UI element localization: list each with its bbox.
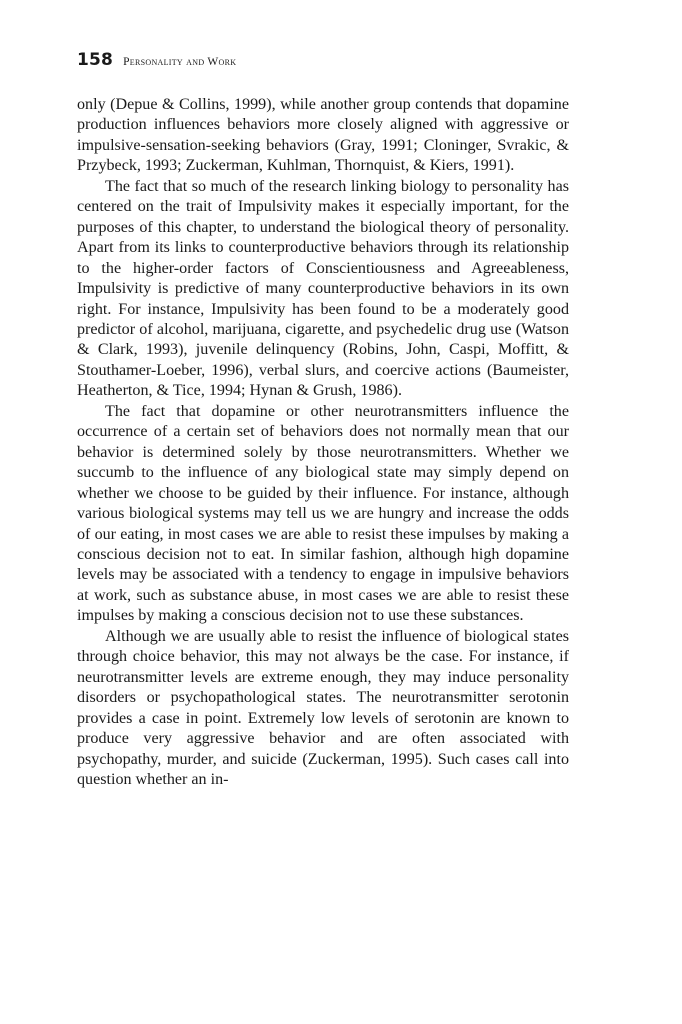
body-text — [77, 95, 569, 790]
running-title: Personality and Work — [123, 56, 237, 68]
paragraph-impulsivity: The fact that so much of the research linking biology to personality has centered on the trait of Impulsivity makes it especially important, for the purposes of this chapter, to understand the biological theory of personality. Apart from its links to counterproductive behaviors through its relationship to the higher-order factors of Conscientiousness and Agreeableness, Impulsivity is predictive of many counterproductive behaviors in its own right. For instance, Impulsivity has been found to be a moderately good predictor of alcohol, marijuana, cigarette, and psychedelic drug use (Watson & Clark, 1993), juvenile delinquency (Robins, John, Caspi, Moffitt, & Stouthamer-Loeber, 1996), verbal slurs, and coercive actions (Baumeister, Heatherton, & Tice, 1994; Hynan & Grush, 1986). — [77, 177, 569, 400]
paragraph-neurotransmitters: The fact that dopamine or other neurotransmitters influence the occurrence of a certain set of behaviors does not normally mean that our behavior is determined solely by those neurotransmitters. Whether we succumb to the influence of any biological state may simply depend on whether we choose to be guided by their influence. For instance, although various biological systems may tell us we are hungry and increase the odds of our eating, in most cases we are able to resist these impulses by making a conscious decision not to eat. In similar fashion, although high dopamine levels may be associated with a tendency to engage in impulsive behaviors at work, such as substance abuse, in most cases we are able to resist these impulses by making a conscious decision not to use these substances. — [77, 402, 569, 625]
running-head — [77, 50, 236, 74]
page-number: 158 — [77, 50, 114, 70]
paragraph-continued: only (Depue & Collins, 1999), while another group contends that dopamine production influences behaviors more closely aligned with aggressive or impulsive-sensation-seeking behaviors (Gray, 1991; Cloninger, Svrakic, & Przybeck, 1993; Zuckerman, Kuhlman, Thornquist, & Kiers, 1991). — [77, 96, 569, 175]
paragraph-serotonin: Although we are usually able to resist the influence of biological states through choice behavior, this may not always be the case. For instance, if neurotransmitter levels are extreme enough, they may induce personality disorders or psychopathological states. The neurotransmitter serotonin provides a case in point. Extremely low levels of serotonin are known to produce very aggressive behavior and are often associated with psychopathy, murder, and suicide (Zuckerman, 1995). Such cases call into question whether an in- — [77, 627, 569, 788]
